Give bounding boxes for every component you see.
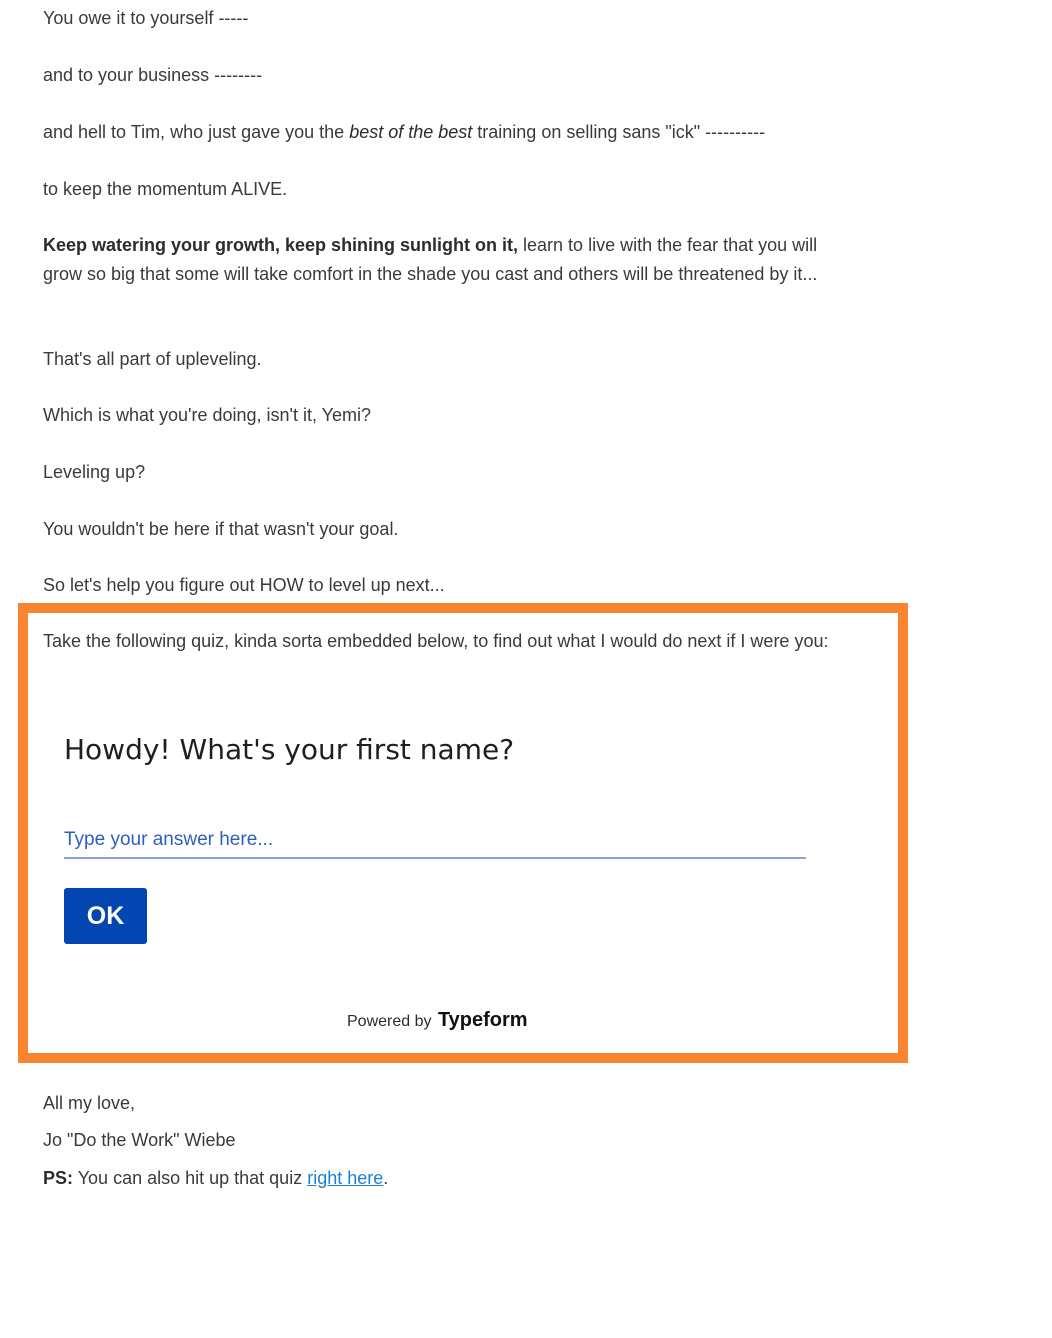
quiz-intro-text: Take the following quiz, kinda sorta embedded below, to find out what I would do next if I were you: [43, 631, 829, 651]
quiz-link[interactable]: right here [307, 1168, 384, 1188]
tim-text-italic: best of the best [349, 122, 473, 142]
email-line-figure: So let's help you figure out HOW to level up next... [43, 575, 445, 595]
email-line-tim [43, 118, 765, 147]
tim-text-after: training on selling sans "ick" ---------- [472, 122, 766, 142]
email-line-owe-yourself: You owe it to yourself ----- [43, 8, 249, 28]
signoff-name: Jo "Do the Work" Wiebe [43, 1130, 236, 1150]
first-name-input[interactable] [64, 823, 806, 859]
email-line-leveling: Leveling up? [43, 462, 146, 482]
email-line-business: and to your business -------- [43, 65, 263, 85]
powered-by-label: Powered by [347, 1013, 432, 1030]
email-line-uplevel: That's all part of upleveling. [43, 349, 262, 369]
growth-rest-text: learn to live with the fear that you will grow so big that some will take comfort in the shade you cast and others will be threatened by it... [43, 235, 818, 284]
signoff-love: All my love, [43, 1093, 136, 1113]
ps-line [43, 1164, 388, 1193]
email-paragraph-growth [43, 231, 838, 289]
powered-by-typeform[interactable] [347, 1006, 528, 1036]
ps-text: You can also hit up that quiz [73, 1168, 308, 1188]
ps-label: PS: [43, 1168, 74, 1188]
typeform-brand: Typeform [437, 1009, 528, 1031]
ok-button[interactable]: OK [64, 888, 147, 944]
tim-text-before: and hell to Tim, who just gave you the [43, 122, 350, 142]
email-line-momentum: to keep the momentum ALIVE. [43, 179, 288, 199]
email-line-goal: You wouldn't be here if that wasn't your goal. [43, 519, 399, 539]
quiz-question: Howdy! What's your first name? [64, 733, 515, 766]
ps-end: . [383, 1168, 389, 1188]
email-line-which: Which is what you're doing, isn't it, Yemi? [43, 405, 372, 425]
growth-bold-text: Keep watering your growth, keep shining sunlight on it, [43, 235, 519, 255]
